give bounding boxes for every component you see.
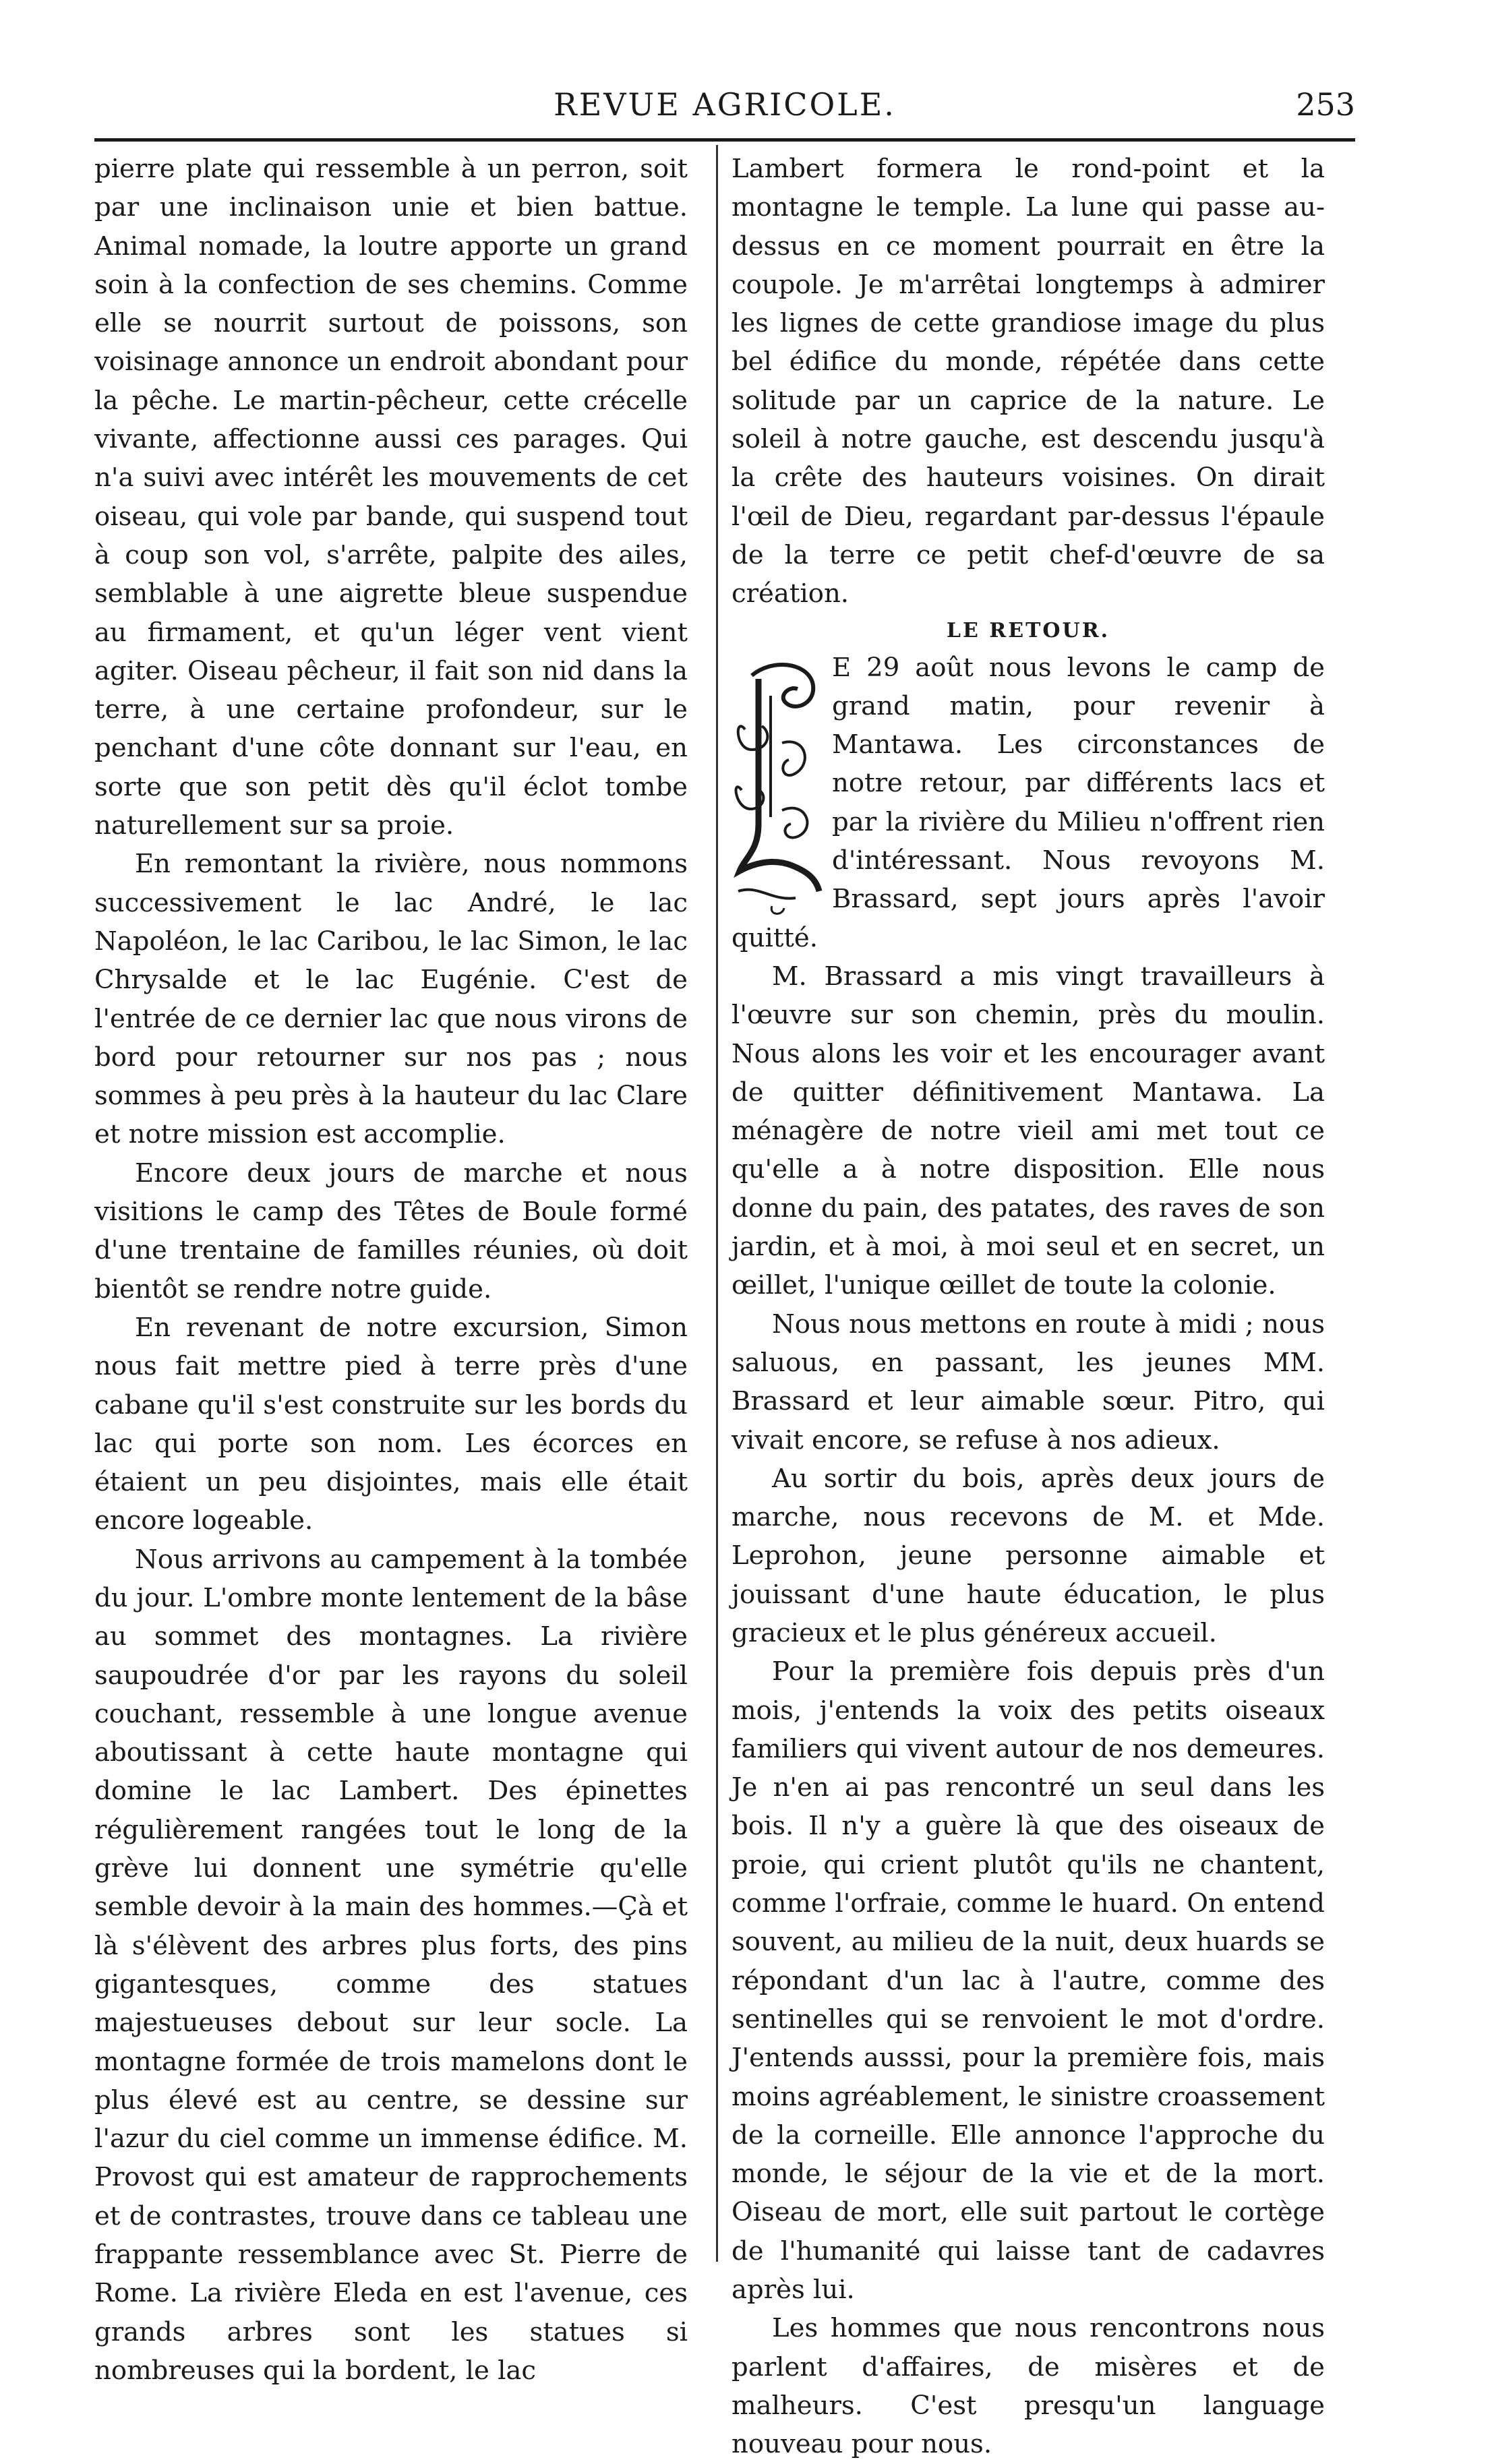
section-heading: LE RETOUR. bbox=[946, 618, 1110, 642]
paragraph: Les hommes que nous rencontrons nous parlent d'affaires, de misères et de malheurs. C'est presqu'un language nouveau pour nous. bbox=[732, 2313, 1325, 2460]
paragraph: Nous arrivons au campement à la tombée du jour. L'ombre monte lentement de la bâse au sommet des montagnes. La rivière saupoudrée d'or par les rayons du soleil couchant, ressemble à une longue avenue aboutissant à cette haute montagne qui domine le lac Lambert. Des épinettes régulièrement rangées tout le long de la grève lui donnent une symétrie qu'elle semble devoir à la main des hommes.—Çà et là s'élèvent des arbres plus forts, des pins gigantesques, comme des statues majestueuses debout sur leur socle. La montagne formée de trois mamelons dont le plus élevé est au centre, se dessine sur l'azur du ciel comme un immense édifice. M. Provost qui est amateur de rapprochements et de contrastes, trouve dans ce tableau une frappante ressemblance avec St. Pierre de Rome. La rivière Eleda en est l'avenue, ces grands arbres sont les statues si nombreuses qui la bordent, le lac bbox=[94, 1544, 688, 2386]
section-first-paragraph-text: E 29 août nous levons le camp de grand matin, pour revenir à Mantawa. Les circonstances de notre retour, par différents lacs et par la rivière du Milieu n'offrent rien d'intéressant. Nous revoyons M. Brassard, sept jours après l'avoir quitté. bbox=[732, 652, 1325, 953]
left-column bbox=[94, 150, 688, 2390]
running-title: REVUE AGRICOLE. bbox=[554, 86, 896, 123]
paragraph: Lambert formera le rond-point et la montagne le temple. La lune qui passe au-dessus en ce moment pourrait en être la coupole. Je m'arrêtai longtemps à admirer les lignes de cette grandiose image du plus bel édifice du monde, répétée dans cette solitude par un caprice de la nature. Le soleil à notre gauche, est descendu jusqu'à la crête des hauteurs voisines. On dirait l'œil de Dieu, regardant par-dessus l'épaule de la terre ce petit chef-d'œuvre de sa création. bbox=[732, 154, 1325, 609]
paragraph: pierre plate qui ressemble à un perron, soit par une inclinaison unie et bien battue. Animal nomade, la loutre apporte un grand soin à la confection de ses chemins. Comme elle se nourrit surtout de poissons, son voisinage annonce un endroit abondant pour la pêche. Le martin-pêcheur, cette crécelle vivante, affectionne aussi ces parages. Qui n'a suivi avec intérêt les mouvements de cet oiseau, qui vole par bande, qui suspend tout à coup son vol, s'arrête, palpite des ailes, semblable à une aigrette bleue suspendue au firmament, et qu'un léger vent vient agiter. Oiseau pêcheur, il fait son nid dans la terre, à une certaine profondeur, sur le penchant d'une côte donnant sur l'eau, en sorte que son petit dès qu'il éclot tombe naturellement sur sa proie. bbox=[94, 154, 688, 841]
page-number: 253 bbox=[1296, 86, 1355, 123]
paragraph: Au sortir du bois, après deux jours de marche, nous recevons de M. et Mde. Leprohon, jeune personne aimable et jouissant d'une haute éducation, le plus gracieux et le plus généreux accueil. bbox=[732, 1463, 1325, 1648]
right-column bbox=[732, 150, 1325, 2464]
paragraph: En revenant de notre excursion, Simon nous fait mettre pied à terre près d'une cabane qu'il s'est construite sur les bords du lac qui porte son nom. Les écorces en étaient un peu disjointes, mais elle était encore logeable. bbox=[94, 1312, 688, 1536]
paragraph: Pour la première fois depuis près d'un mois, j'entends la voix des petits oiseaux familiers qui vivent autour de nos demeures. Je n'en ai pas rencontré un seul dans les bois. Il n'y a guère là que des oiseaux de proie, qui crient plutôt qu'ils ne chantent, comme l'orfraie, comme le huard. On entend souvent, au milieu de la nuit, deux huards se répondant d'un lac à l'autre, comme des sentinelles qui se renvoient le mot d'ordre. J'entends ausssi, pour la première fois, mais moins agréablement, le sinistre croassement de la corneille. Elle annonce l'approche du monde, le séjour de la vie et de la mort. Oiseau de mort, elle suit partout le cortège de l'humanité qui laisse tant de cadavres après lui. bbox=[732, 1656, 1325, 2306]
section-first-paragraph bbox=[732, 649, 1325, 957]
paragraph: En remontant la rivière, nous nommons successivement le lac André, le lac Napoléon, le lac Caribou, le lac Simon, le lac Chrysalde et le lac Eugénie. C'est de l'entrée de ce dernier lac que nous virons de bord pour retourner sur nos pas ; nous sommes à peu près à la hauteur du lac Clare et notre mission est accomplie. bbox=[94, 849, 688, 1150]
paragraph: M. Brassard a mis vingt travailleurs à l'œuvre sur son chemin, près du moulin. Nous alons les voir et les encourager avant de quitter définitivement Mantawa. La ménagère de notre vieil ami met tout ce qu'elle a à notre disposition. Elle nous donne du pain, des patates, des raves de son jardin, et à moi, à moi seul et en secret, un œillet, l'unique œillet de toute la colonie. bbox=[732, 961, 1325, 1301]
ornamental-dropcap-l-icon bbox=[732, 655, 823, 918]
header-rule bbox=[94, 138, 1355, 142]
column-divider bbox=[716, 145, 718, 2262]
page-header bbox=[94, 74, 1355, 135]
paragraph: Encore deux jours de marche et nous visitions le camp des Têtes de Boule formé d'une trentaine de familles réunies, où doit bientôt se rendre notre guide. bbox=[94, 1158, 688, 1304]
paragraph: Nous nous mettons en route à midi ; nous saluous, en passant, les jeunes MM. Brassard et leur aimable sœur. Pitro, qui vivait encore, se refuse à nos adieux. bbox=[732, 1309, 1325, 1455]
